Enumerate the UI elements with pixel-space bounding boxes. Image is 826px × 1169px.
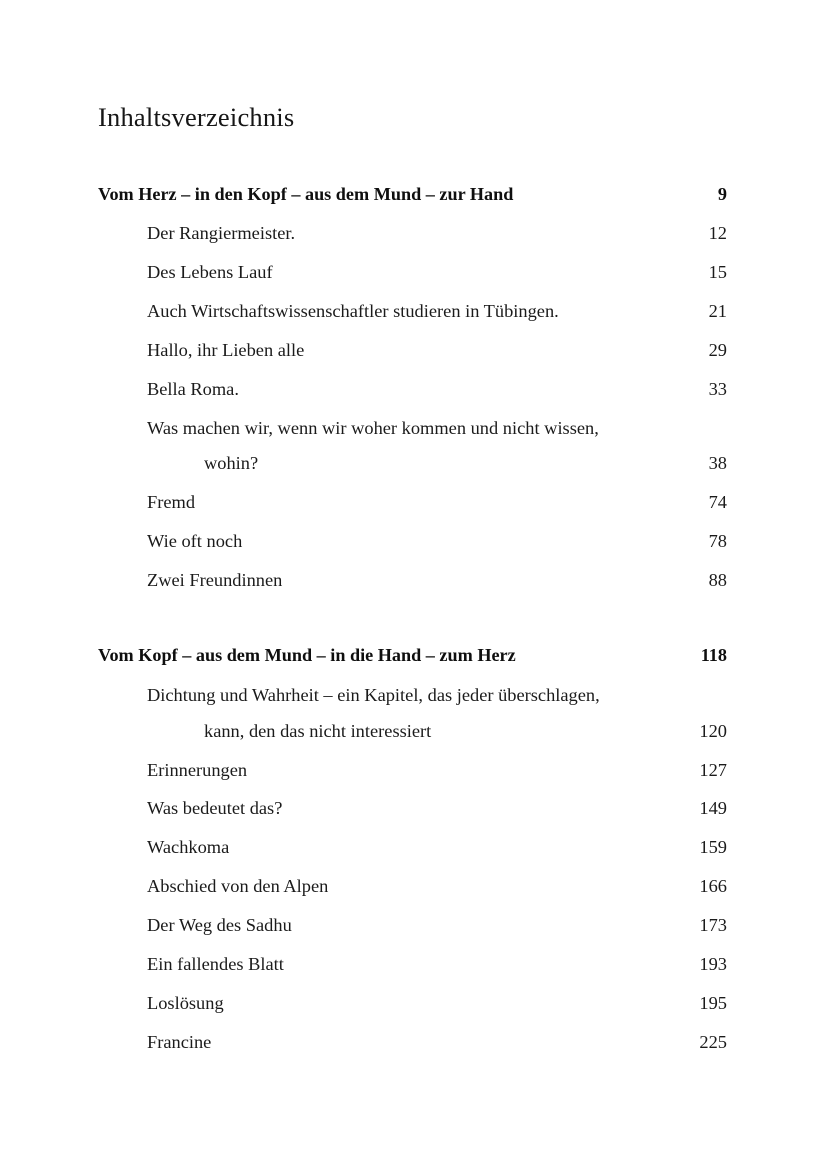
toc-entry-label-line-2: wohin? <box>204 453 259 474</box>
toc-entry-page-number: 173 <box>699 915 727 936</box>
toc-entry-row <box>147 955 727 973</box>
toc-section <box>98 184 727 590</box>
toc-entry-label: Erinnerungen <box>147 759 248 780</box>
toc-entry-label: Des Lebens Lauf <box>147 262 273 283</box>
toc-entry-label: Francine <box>147 1031 212 1052</box>
toc-entry[interactable] <box>98 877 727 895</box>
toc-entry-label: Auch Wirtschaftswissenschaftler studieren in Tübingen. <box>147 301 559 322</box>
toc-entry-page-number: 166 <box>699 876 727 897</box>
toc-entry-page-number: 29 <box>708 340 727 361</box>
toc-entry-row <box>147 761 727 779</box>
toc-entry-page-number: 78 <box>708 531 727 552</box>
toc-entry-label: Fremd <box>147 492 196 513</box>
toc-entry-page-number: 193 <box>699 954 727 975</box>
toc-entry[interactable] <box>98 302 727 320</box>
toc-entry-page-number: 74 <box>708 492 727 513</box>
toc-entry-page-number: 127 <box>699 759 727 780</box>
toc-entry-page-number: 225 <box>699 1031 727 1052</box>
toc-entry-row <box>147 1033 727 1051</box>
toc-entry-row <box>147 224 727 242</box>
entry-list <box>98 224 727 589</box>
section-heading[interactable] <box>98 184 727 206</box>
toc-entry[interactable] <box>98 686 727 740</box>
toc-entry-row <box>147 263 727 281</box>
toc-entry[interactable] <box>98 955 727 973</box>
toc-entry-label: Abschied von den Alpen <box>147 876 329 897</box>
toc-entry-page-number: 15 <box>708 262 727 283</box>
section-heading-label: Vom Herz – in den Kopf – aus dem Mund – zur Hand <box>98 183 514 204</box>
section-page-number: 118 <box>700 645 727 666</box>
toc-entry-row <box>147 302 727 320</box>
toc-entry-label-line-1: Was machen wir, wenn wir woher kommen und nicht wissen, <box>147 417 599 438</box>
toc-entry[interactable] <box>98 1033 727 1051</box>
toc-entry-page-number: 12 <box>708 223 727 244</box>
entry-list <box>98 686 727 1051</box>
toc-entry-label: Der Rangiermeister. <box>147 223 296 244</box>
toc-entry[interactable] <box>98 419 727 473</box>
toc-entry[interactable] <box>98 341 727 359</box>
toc-entry-label: Was bedeutet das? <box>147 798 283 819</box>
toc-entry-row <box>147 799 727 817</box>
toc-entry[interactable] <box>98 799 727 817</box>
toc-entry[interactable] <box>98 571 727 589</box>
toc-entry-label: Zwei Freundinnen <box>147 570 283 590</box>
toc-entry-row <box>147 916 727 934</box>
toc-entry[interactable] <box>98 263 727 281</box>
toc-entry-line-2 <box>147 722 727 740</box>
toc-entry[interactable] <box>98 761 727 779</box>
toc-entry-row <box>147 571 727 589</box>
toc-entry[interactable] <box>98 224 727 242</box>
toc-entry-label-line-2: kann, den das nicht interessiert <box>204 720 432 741</box>
sections-container <box>98 184 727 1052</box>
toc-entry-row <box>147 838 727 856</box>
toc-entry-label: Bella Roma. <box>147 378 239 399</box>
toc-entry-row <box>147 532 727 550</box>
toc-entry[interactable] <box>98 838 727 856</box>
toc-entry-label: Wie oft noch <box>147 531 243 552</box>
toc-entry[interactable] <box>98 994 727 1012</box>
toc-section <box>98 645 727 1051</box>
toc-entry-page-number: 159 <box>699 837 727 858</box>
toc-entry-page-number: 195 <box>699 993 727 1013</box>
toc-entry-label: Hallo, ihr Lieben alle <box>147 340 305 361</box>
toc-entry-row <box>147 341 727 359</box>
toc-entry-label: Ein fallendes Blatt <box>147 954 284 975</box>
toc-entry-page-number: 88 <box>708 570 727 590</box>
toc-entry-row <box>147 380 727 398</box>
toc-entry-page-number: 21 <box>708 301 727 322</box>
toc-entry-row <box>147 877 727 895</box>
toc-entry-row <box>147 493 727 511</box>
toc-entry-line-2 <box>147 454 727 472</box>
table-of-contents <box>98 0 727 1051</box>
toc-entry-label: Der Weg des Sadhu <box>147 915 292 936</box>
section-page-number: 9 <box>717 183 727 204</box>
page-title: Inhaltsverzeichnis <box>98 102 295 132</box>
section-heading-label: Vom Kopf – aus dem Mund – in die Hand – zum Herz <box>98 645 516 666</box>
toc-entry-row <box>147 994 727 1012</box>
toc-entry[interactable] <box>98 916 727 934</box>
toc-entry-label: Wachkoma <box>147 837 230 858</box>
toc-entry[interactable] <box>98 380 727 398</box>
toc-entry-page-number: 38 <box>708 453 727 474</box>
toc-entry-page-number: 33 <box>708 378 727 399</box>
toc-entry-label-line-1: Dichtung und Wahrheit – ein Kapitel, das jeder überschlagen, <box>147 685 600 706</box>
toc-entry[interactable] <box>98 493 727 511</box>
toc-entry[interactable] <box>98 532 727 550</box>
toc-entry-label: Loslösung <box>147 993 224 1013</box>
toc-entry-page-number: 120 <box>699 720 727 741</box>
toc-entry-page-number: 149 <box>699 798 727 819</box>
section-heading[interactable] <box>98 645 727 667</box>
